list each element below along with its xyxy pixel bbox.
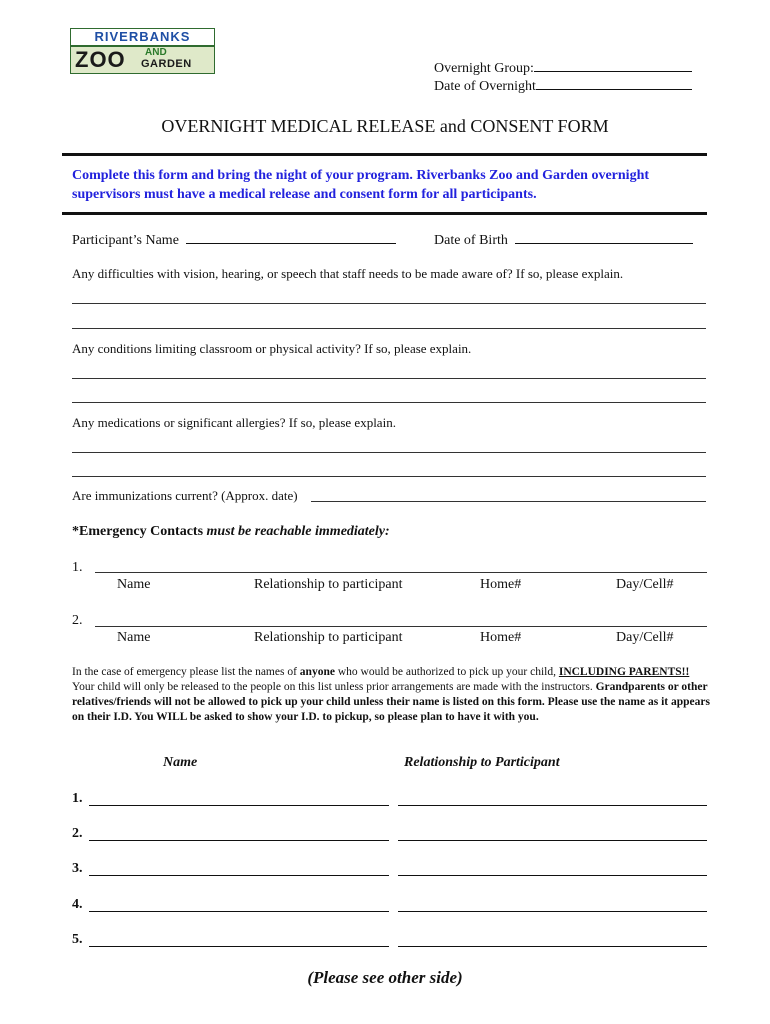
- answer-line[interactable]: [72, 303, 706, 304]
- pickup-name-line[interactable]: [89, 946, 389, 947]
- pickup-relationship-line[interactable]: [398, 875, 707, 876]
- pickup-relationship-line[interactable]: [398, 805, 707, 806]
- date-of-overnight-input-line[interactable]: [536, 89, 692, 90]
- col-cell: Day/Cell#: [616, 577, 674, 592]
- answer-line[interactable]: [72, 452, 706, 453]
- form-title: OVERNIGHT MEDICAL RELEASE and CONSENT FORM: [161, 116, 609, 136]
- date-of-birth-label: Date of Birth: [434, 233, 508, 248]
- participant-name-label: Participant’s Name: [72, 233, 179, 248]
- pickup-name-line[interactable]: [89, 805, 389, 806]
- question-vision-hearing: Any difficulties with vision, hearing, or speech that staff needs to be made aware of? If so, please explain.: [72, 266, 624, 281]
- date-of-birth-field: [434, 233, 693, 249]
- emergency-contacts-heading: [72, 524, 390, 540]
- pickup-name-header: Name: [163, 755, 198, 770]
- question-limiting-conditions: Any conditions limiting classroom or physical activity? If so, please explain.: [72, 341, 472, 356]
- col-name: Name: [117, 630, 151, 645]
- participant-name-input-line[interactable]: [186, 243, 396, 244]
- pickup-name-line[interactable]: [89, 875, 389, 876]
- pickup-notice-text: who would be authorized to pick up your child,: [334, 666, 559, 678]
- date-of-birth-input-line[interactable]: [515, 243, 693, 244]
- pickup-name-line[interactable]: [89, 911, 389, 912]
- emergency-row-number: 2.: [72, 613, 83, 628]
- overnight-group-input-line[interactable]: [534, 71, 692, 72]
- col-relationship: Relationship to participant: [254, 577, 403, 592]
- riverbanks-logo: [70, 28, 215, 74]
- pickup-name-line[interactable]: [89, 840, 389, 841]
- pickup-relationship-line[interactable]: [398, 946, 707, 947]
- pickup-notice-text: Your child will only be released to the people on this list unless prior arrangements are made with the instructors.: [72, 681, 596, 693]
- emergency-row-number: 1.: [72, 560, 83, 575]
- logo-and-text: AND: [145, 47, 167, 58]
- pickup-row-number: 3.: [72, 861, 83, 876]
- emergency-contacts-title: *Emergency Contacts: [72, 524, 204, 539]
- overnight-group-label: Overnight Group:: [434, 61, 534, 76]
- emergency-contact-2-line[interactable]: [95, 626, 707, 627]
- pickup-relationship-line[interactable]: [398, 911, 707, 912]
- col-home: Home#: [480, 630, 522, 645]
- immunizations-input-line[interactable]: [311, 501, 706, 502]
- participant-name-field: [72, 233, 396, 249]
- logo-zoo-text: ZOO: [75, 47, 126, 72]
- col-name: Name: [117, 577, 151, 592]
- pickup-row-number: 1.: [72, 791, 83, 806]
- question-immunizations: [72, 488, 298, 504]
- question-medications-allergies: Any medications or significant allergies? If so, please explain.: [72, 415, 396, 430]
- col-cell: Day/Cell#: [616, 630, 674, 645]
- pickup-notice: [72, 665, 712, 725]
- pickup-notice-including-parents: INCLUDING PARENTS!!: [558, 666, 690, 678]
- date-of-overnight-field: [434, 79, 692, 95]
- pickup-row-number: 4.: [72, 897, 83, 912]
- immunizations-label: Are immunizations current? (Approx. date): [72, 488, 298, 503]
- top-divider: [62, 153, 707, 156]
- intro-instructions: Complete this form and bring the night of your program. Riverbanks Zoo and Garden overnight supervisors must have a medical release and consent form for all participants.: [72, 168, 650, 202]
- pickup-row-number: 5.: [72, 932, 83, 947]
- see-other-side-note: (Please see other side): [307, 968, 463, 987]
- emergency-contact-1-line[interactable]: [95, 572, 707, 573]
- answer-line[interactable]: [72, 378, 706, 379]
- col-relationship: Relationship to participant: [254, 630, 403, 645]
- col-home: Home#: [480, 577, 522, 592]
- answer-line[interactable]: [72, 476, 706, 477]
- pickup-row-number: 2.: [72, 826, 83, 841]
- logo-lower-panel: [70, 46, 215, 74]
- date-of-overnight-label: Date of Overnight: [434, 79, 536, 94]
- answer-line[interactable]: [72, 328, 706, 329]
- pickup-notice-text: In the case of emergency please list the names of: [72, 666, 300, 678]
- overnight-group-field: [434, 61, 692, 77]
- emergency-contacts-note: must be reachable immediately:: [206, 524, 390, 539]
- logo-riverbanks-text: RIVERBANKS: [70, 28, 215, 46]
- pickup-notice-bold-text: Grandparents or other relatives/friends will not be allowed to pick up your child unless their name is listed on this form. Please use the name as it appears on their I.D. You WILL be asked to show your I.D. to pickup, so please plan to have it with you.: [72, 681, 710, 723]
- pickup-relationship-line[interactable]: [398, 840, 707, 841]
- bottom-divider: [62, 212, 707, 215]
- pickup-notice-anyone: anyone: [299, 666, 335, 678]
- logo-garden-text: GARDEN: [141, 58, 192, 70]
- pickup-relationship-header: Relationship to Participant: [404, 755, 560, 770]
- answer-line[interactable]: [72, 402, 706, 403]
